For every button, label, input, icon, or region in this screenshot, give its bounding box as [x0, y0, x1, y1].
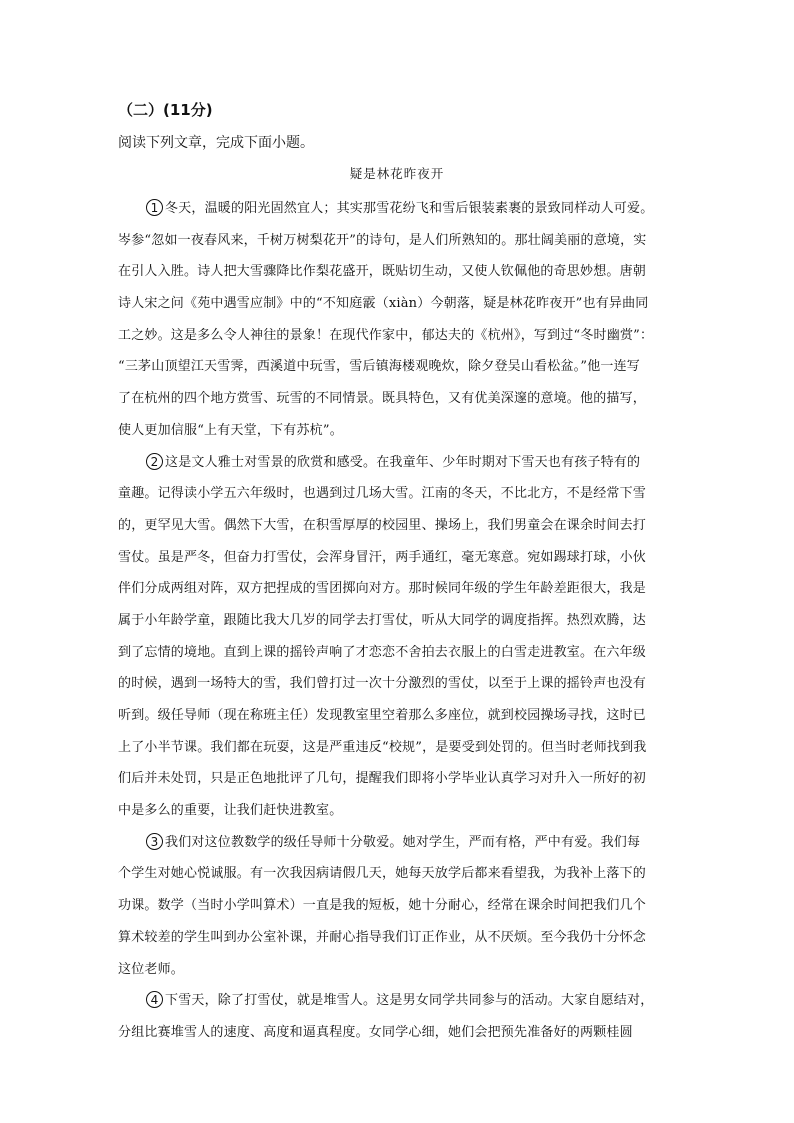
- paragraph-number-badge: 3: [146, 833, 163, 850]
- paragraph-line: 这位老师。: [118, 961, 185, 977]
- paragraph-line: 在引人入胜。诗人把大雪骤降比作梨花盛开，既贴切生动，又使人钦佩他的奇思妙想。唐朝: [118, 264, 647, 280]
- paragraph-2: [118, 447, 680, 827]
- paragraph-line: 童趣。记得读小学五六年级时，也遇到过几场大雪。江南的冬天，不比北方，不是经常下雪: [118, 486, 647, 502]
- paragraph-line: 使人更加信服“上有天堂，下有苏杭”。: [118, 422, 343, 438]
- article-title: 疑是林花昨夜开: [349, 166, 445, 181]
- article-body: [118, 193, 680, 1049]
- paragraph-line: 们后并未处罚，只是正色地批评了几句，提醒我们即将小学毕业认真学习对升入一所好的初: [118, 771, 647, 787]
- paragraph-line: 了在杭州的四个地方赏雪、玩雪的不同情景。既具特色，又有优美深邃的意境。他的描写，: [118, 391, 647, 407]
- paragraph-line: 4 下雪天，除了打雪仗，就是堆雪人。这是男女同学共同参与的活动。大家自愿结对，: [118, 985, 680, 1017]
- paragraph-line: 雪仗。虽是严冬，但奋力打雪仗，会浑身冒汗，两手通红，毫无寒意。宛如踢球打球，小伙: [118, 549, 647, 565]
- paragraph-line: 中是多么的重要，让我们赶快进教室。: [118, 803, 343, 819]
- section-heading: （二）(11分): [118, 101, 213, 119]
- paragraph-line: 2 这是文人雅士对雪景的欣赏和感受。在我童年、少年时期对下雪天也有孩子特有的: [118, 447, 680, 479]
- paragraph-1: [118, 193, 680, 447]
- paragraph-number-badge: 1: [146, 199, 163, 216]
- paragraph-line: 算术较差的学生叫到办公室补课，并耐心指导我们订正作业，从不厌烦。至今我仍十分怀念: [118, 929, 647, 945]
- paragraph-line: 听到。级任导师（现在称班主任）发现教室里空着那么多座位，就到校园操场寻找，这时已: [118, 708, 647, 723]
- paragraph-line: 1 冬天，温暖的阳光固然宜人；其实那雪花纷飞和雪后银装素裹的景致同样动人可爱。: [118, 193, 680, 225]
- paragraph-line: 的，更罕见大雪。偶然下大雪，在积雪厚厚的校园里、操场上，我们男童会在课余时间去打: [118, 517, 647, 533]
- paragraph-line: 伴们分成两组对阵，双方把捏成的雪团掷向对方。那时候同年级的学生年龄差距很大，我是: [118, 581, 647, 597]
- paragraph-line: 诗人宋之问《苑中遇雪应制》中的“不知庭霰（xiàn）今朝落，疑是林花昨夜开”也有异曲同: [118, 296, 649, 312]
- paragraph-line: 的时候，遇到一场特大的雪，我们曾打过一次十分激烈的雪仗，以至于上课的摇铃声也没有: [118, 676, 647, 692]
- paragraph-number-badge: 4: [146, 991, 163, 1008]
- reading-instruction: 阅读下列文章，完成下面小题。: [118, 135, 314, 151]
- paragraph-line: 个学生对她心悦诚服。有一次我因病请假几天，她每天放学后都来看望我，为我补上落下的: [118, 866, 647, 882]
- paragraph-line: 到了忘情的境地。直到上课的摇铃声响了才恋恋不舍拍去衣服上的白雪走进教室。在六年级: [118, 644, 647, 660]
- paragraph-line: 3 我们对这位教数学的级任导师十分敬爱。她对学生，严而有格，严中有爱。我们每: [118, 827, 680, 859]
- paragraph-4: [118, 985, 680, 1048]
- paragraph-3: [118, 827, 680, 985]
- paragraph-line: 分组比赛堆雪人的速度、高度和逼真程度。女同学心细，她们会把预先准备好的两颗桂圆: [118, 1024, 633, 1040]
- paragraph-line: 功课。数学（当时小学叫算术）一直是我的短板，她十分耐心，经常在课余时间把我们几个: [118, 898, 647, 914]
- paragraph-line: 属于小年龄学童，跟随比我大几岁的同学去打雪仗，听从大同学的调度指挥。热烈欢腾，达: [118, 612, 647, 628]
- paragraph-line: 岑参“忽如一夜春风来，千树万树梨花开”的诗句，是人们所熟知的。那壮阔美丽的意境，实: [118, 232, 647, 248]
- paragraph-line: “三茅山顶望江天雪霁，西溪道中玩雪，雪后镇海楼观晚炊，除夕登吴山看松盆。”他一连写: [118, 359, 640, 375]
- paragraph-line: 上了小半节课。我们都在玩耍，这是严重违反“校规”，是要受到处罚的。但当时老师找到我: [118, 739, 647, 755]
- paragraph-line: 工之妙。这是多么令人神往的景象！在现代作家中，郁达夫的《杭州》，写到过“冬时幽赏”：: [118, 327, 654, 343]
- paragraph-number-badge: 2: [146, 453, 163, 470]
